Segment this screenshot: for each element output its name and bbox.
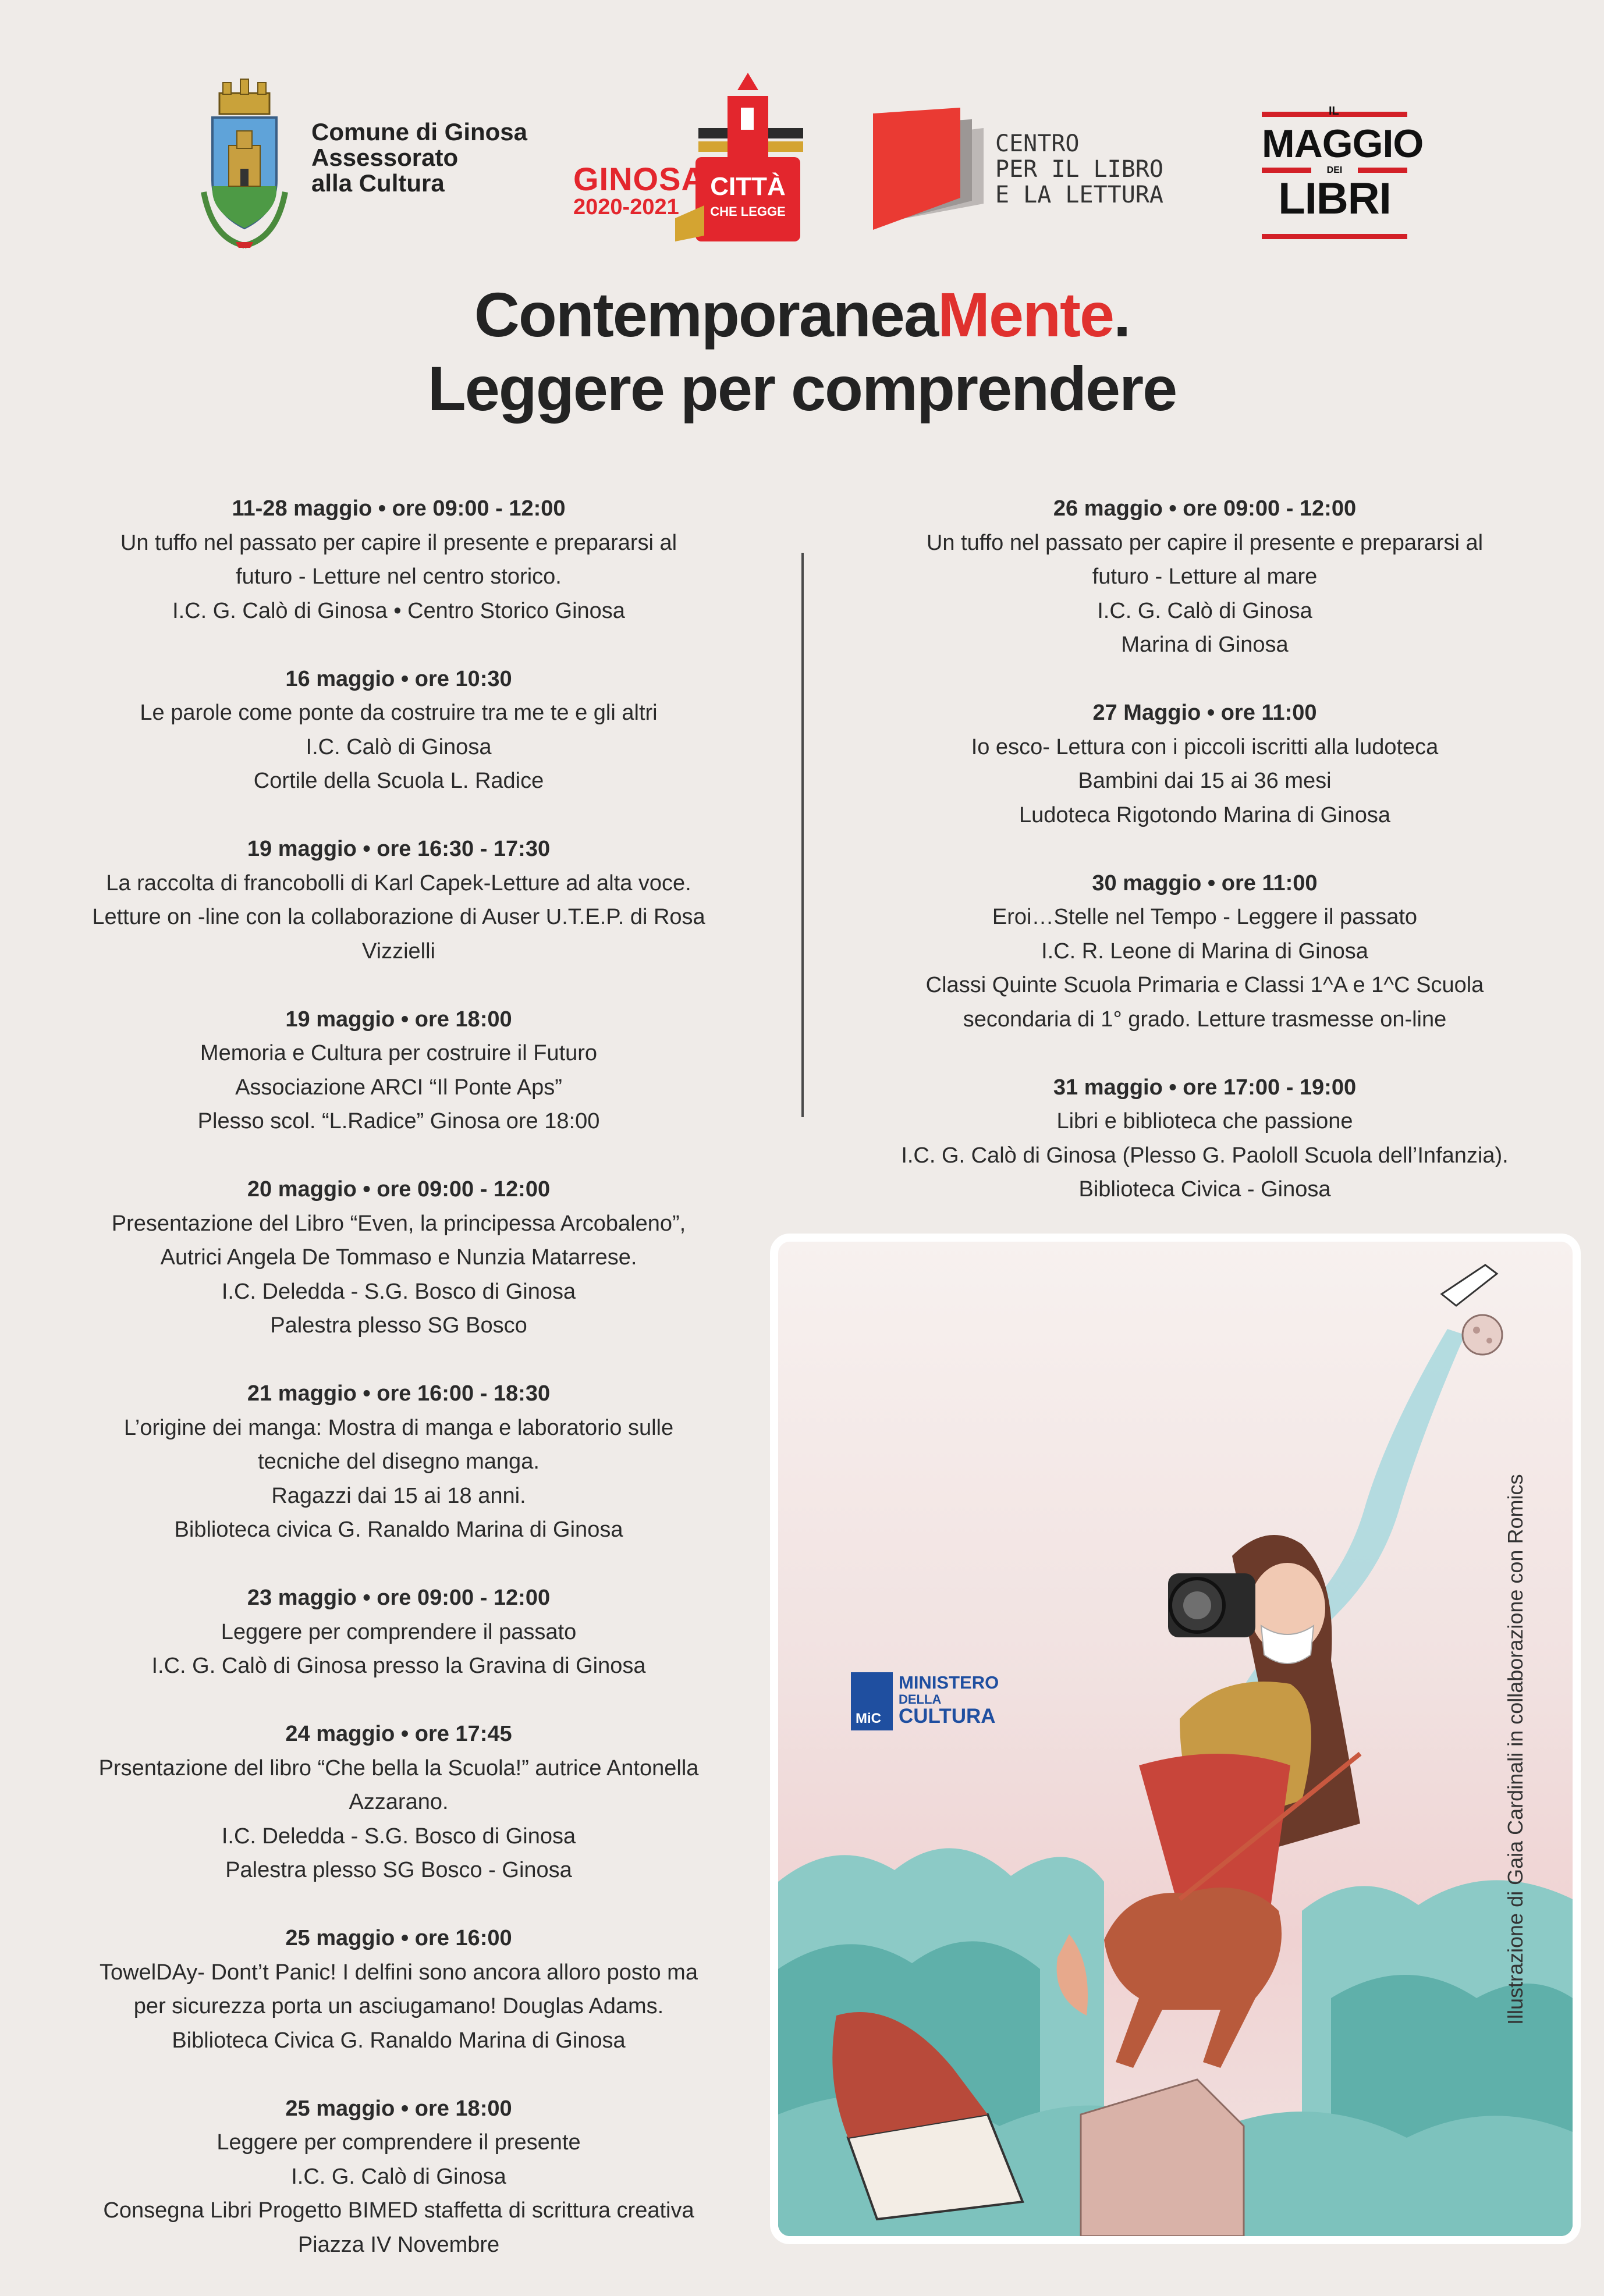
- event-line: I.C. Calò di Ginosa: [306, 734, 492, 759]
- event-line: I.C. G. Calò di Ginosa: [1097, 598, 1312, 623]
- event-date: 26 maggio • ore 09:00 - 12:00: [1053, 496, 1357, 521]
- maggio-bar-bottom: [1262, 234, 1407, 239]
- event-line: I.C. R. Leone di Marina di Ginosa: [1041, 939, 1368, 964]
- event-line: Ludoteca Rigotondo Marina di Ginosa: [1019, 802, 1390, 827]
- event-line: Bambini dai 15 ai 36 mesi: [1078, 769, 1332, 793]
- title-part-2: Mente: [938, 279, 1114, 350]
- event-line: I.C. Deledda - S.G. Bosco di Ginosa: [221, 1824, 576, 1849]
- event-item: [47, 1003, 751, 1139]
- event-line: Ragazzi dai 15 ai 18 anni.: [271, 1483, 526, 1508]
- event-line: per sicurezza porta un asciugamano! Douglas Adams.: [133, 1994, 664, 2018]
- event-line: Biblioteca Civica G. Ranaldo Marina di Ginosa: [172, 2028, 626, 2053]
- centro-line-1: CENTRO: [995, 130, 1080, 157]
- mic-line-2: DELLA: [899, 1692, 942, 1707]
- event-item: [47, 1377, 751, 1547]
- event-item: [850, 1071, 1560, 1207]
- event-line: I.C. Deledda - S.G. Bosco di Ginosa: [221, 1279, 576, 1304]
- event-date: 31 maggio • ore 17:00 - 19:00: [1053, 1075, 1357, 1100]
- poster-illustration: [770, 1234, 1581, 2244]
- event-line: Marina di Ginosa: [1121, 632, 1289, 657]
- event-line: Autrici Angela De Tommaso e Nunzia Matarrese.: [160, 1245, 637, 1270]
- events-left-column: [47, 492, 751, 2296]
- event-date: 19 maggio • ore 18:00: [285, 1007, 512, 1032]
- mic-badge-text: MiC: [856, 1711, 881, 1726]
- event-item: [47, 662, 751, 798]
- centro-line-2: PER IL LIBRO: [995, 156, 1163, 183]
- event-line: futuro - Letture nel centro storico.: [236, 564, 562, 589]
- maggio-libri-text: LIBRI: [1278, 174, 1391, 223]
- event-date: 23 maggio • ore 09:00 - 12:00: [247, 1586, 551, 1610]
- event-date: 25 maggio • ore 16:00: [285, 1926, 512, 1950]
- event-line: Azzarano.: [349, 1790, 449, 1814]
- event-item: [47, 832, 751, 968]
- event-line: Leggere per comprendere il presente: [217, 2130, 581, 2155]
- event-date: 19 maggio • ore 16:30 - 17:30: [247, 837, 551, 861]
- comune-logo-text: [311, 119, 527, 196]
- svg-text:CITTÀ: CITTÀ: [710, 172, 786, 201]
- column-divider: [801, 553, 804, 1117]
- event-line: Associazione ARCI “Il Ponte Aps”: [235, 1075, 562, 1100]
- event-item: [47, 2092, 751, 2262]
- logo-bar: [0, 64, 1604, 262]
- event-line: Piazza IV Novembre: [297, 2232, 500, 2257]
- event-date: 16 maggio • ore 10:30: [285, 666, 512, 691]
- event-line: Biblioteca civica G. Ranaldo Marina di Ginosa: [174, 1517, 623, 1542]
- event-line: I.C. G. Calò di Ginosa (Plesso G. Paololl Scuola dell’Infanzia).: [901, 1143, 1509, 1168]
- event-line: Io esco- Lettura con i piccoli iscritti alla ludoteca: [971, 734, 1439, 759]
- mic-text: [899, 1673, 999, 1726]
- event-line: Le parole come ponte da costruire tra me te e gli altri: [140, 701, 658, 725]
- event-date: 21 maggio • ore 16:00 - 18:30: [247, 1381, 551, 1406]
- event-line: Leggere per comprendere il passato: [221, 1619, 577, 1644]
- event-date: 20 maggio • ore 09:00 - 12:00: [247, 1177, 551, 1202]
- event-line: Letture on -line con la collaborazione di Auser U.T.E.P. di Rosa: [92, 905, 705, 929]
- centro-libro-lettura-text: [995, 131, 1163, 208]
- title-part-1: Contemporanea: [474, 279, 938, 350]
- event-line: Un tuffo nel passato per capire il presente e prepararsi al: [926, 530, 1484, 555]
- event-line: futuro - Letture al mare: [1092, 564, 1318, 589]
- event-date: 27 Maggio • ore 11:00: [1092, 701, 1317, 725]
- maggio-dei-text: DEI: [1326, 165, 1343, 175]
- event-item: [47, 1717, 751, 1888]
- event-item: [850, 866, 1560, 1037]
- maggio-dei-libri-logo: [1262, 105, 1424, 244]
- event-date: 30 maggio • ore 11:00: [1092, 870, 1318, 895]
- event-line: Libri e biblioteca che passione: [1056, 1109, 1353, 1133]
- event-line: Memoria e Cultura per costruire il Futuro: [200, 1041, 598, 1065]
- centro-libro-lettura-logo: [867, 105, 1193, 244]
- event-line: Un tuffo nel passato per capire il presente e prepararsi al: [120, 530, 677, 555]
- event-line: Eroi…Stelle nel Tempo - Leggere il passato: [992, 905, 1418, 929]
- maggio-maggio-text: MAGGIO: [1262, 122, 1424, 166]
- events-right-column: [850, 492, 1560, 1241]
- ginosa-citta-che-legge-logo: [573, 73, 806, 247]
- event-date: 25 maggio • ore 18:00: [285, 2096, 512, 2121]
- event-date: 24 maggio • ore 17:45: [285, 1722, 512, 1746]
- ginosa-years: 2020-2021: [573, 195, 679, 219]
- event-line: Palestra plesso SG Bosco: [270, 1313, 527, 1338]
- svg-text:CHE LEGGE: CHE LEGGE: [710, 204, 786, 219]
- event-line: Palestra plesso SG Bosco - Ginosa: [225, 1858, 572, 1882]
- event-line: Consegna Libri Progetto BIMED staffetta di scrittura creativa: [103, 2198, 694, 2223]
- illustration-credit: Illustrazione di Gaia Cardinali in collaborazione con Romics: [1503, 1474, 1527, 2025]
- event-item: [47, 1921, 751, 2057]
- event-line: tecniche del disegno manga.: [258, 1449, 540, 1474]
- event-line: Plesso scol. “L.Radice” Ginosa ore 18:00: [197, 1109, 600, 1133]
- page-subtitle: Leggere per comprendere: [427, 353, 1177, 424]
- illustration-artwork: [778, 1242, 1573, 2236]
- event-line: Prsentazione del libro “Che bella la Scuola!” autrice Antonella: [98, 1755, 699, 1780]
- event-line: Cortile della Scuola L. Radice: [253, 769, 544, 793]
- event-line: Biblioteca Civica - Ginosa: [1078, 1177, 1331, 1202]
- event-line: L’origine dei manga: Mostra di manga e laboratorio sulle: [123, 1415, 674, 1440]
- event-line: Vizzielli: [361, 939, 435, 964]
- event-date: 11-28 maggio • ore 09:00 - 12:00: [232, 496, 566, 521]
- centro-line-3: E LA LETTURA: [995, 182, 1163, 208]
- page-title: [0, 278, 1604, 351]
- event-line: Classi Quinte Scuola Primaria e Classi 1^A e 1^C Scuola: [925, 973, 1484, 997]
- event-item: [850, 492, 1560, 662]
- event-line: secondaria di 1° grado. Letture trasmesse on-line: [963, 1007, 1447, 1032]
- comune-line-1: Comune di Ginosa: [311, 118, 528, 145]
- event-line: La raccolta di francobolli di Karl Capek-Letture ad alta voce.: [106, 870, 691, 895]
- event-item: [850, 696, 1560, 832]
- event-item: [47, 1172, 751, 1343]
- event-item: [47, 1581, 751, 1683]
- event-item: [47, 492, 751, 628]
- event-line: I.C. G. Calò di Ginosa: [291, 2164, 506, 2189]
- comune-line-3: alla Cultura: [311, 169, 445, 197]
- ginosa-word: GINOSA: [573, 161, 705, 197]
- event-line: TowelDAy- Dont’t Panic! I delfini sono ancora alloro posto ma: [100, 1960, 698, 1985]
- event-line: I.C. G. Calò di Ginosa • Centro Storico Ginosa: [172, 598, 625, 623]
- mic-line-3: CULTURA: [899, 1705, 996, 1728]
- ginosa-coat-of-arms-logo: [195, 76, 294, 250]
- mic-line-1: MINISTERO: [899, 1672, 999, 1693]
- comune-line-2: Assessorato: [311, 144, 459, 171]
- maggio-il-text: IL: [1329, 105, 1339, 118]
- title-part-3: .: [1113, 279, 1130, 350]
- event-line: Presentazione del Libro “Even, la principessa Arcobaleno”,: [111, 1211, 686, 1236]
- ministero-cultura-logo: [851, 1672, 1025, 1736]
- mic-badge: [851, 1672, 893, 1730]
- event-line: I.C. G. Calò di Ginosa presso la Gravina di Ginosa: [151, 1654, 646, 1678]
